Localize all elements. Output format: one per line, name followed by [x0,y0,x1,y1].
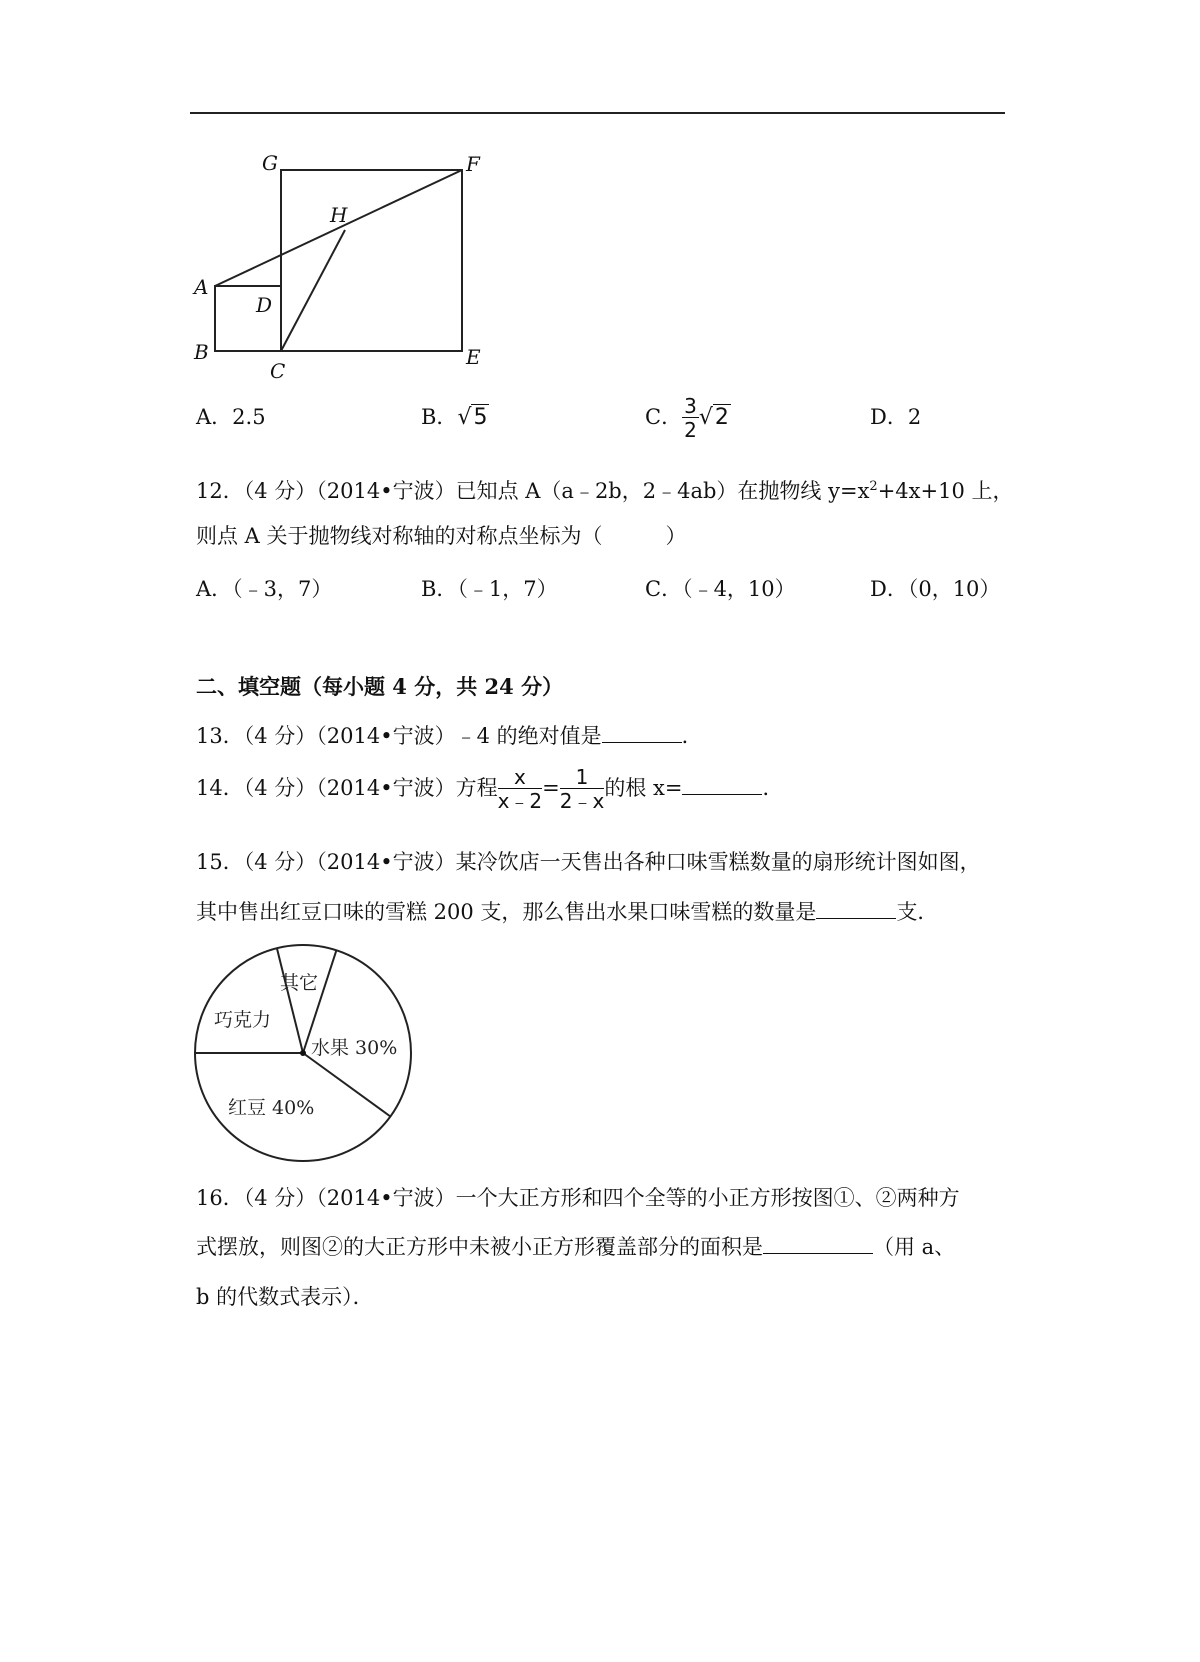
q16-line2-prefix: 式摆放，则图②的大正方形中未被小正方形覆盖部分的面积是 [196,1235,763,1259]
geometry-figure [180,150,500,390]
q11-option-b [421,403,489,432]
label-a: A [194,275,209,299]
q14-frac1-num: x [498,766,543,789]
label-g: G [262,151,278,175]
q13-suffix: ． [681,724,703,748]
q15-line1: 15．（4 分）（2014•宁波）某冷饮店一天售出各种口味雪糕数量的扇形统计图如图， [196,850,981,874]
q15-line2-prefix: 其中售出红豆口味的雪糕 200 支，那么售出水果口味雪糕的数量是 [196,900,817,924]
slice-label-other: 其它 [280,972,319,994]
q11-option-d [870,403,921,431]
label-h: H [330,203,348,227]
q11-option-b-sqrt: √5 [457,405,488,430]
pie-boundary-redbean-fruit [303,1053,390,1117]
q14-mid-text: 的根 x= [604,776,683,800]
q11-option-d-letter: D． [870,405,908,429]
q15-line2-suffix: 支． [896,900,939,924]
q12-line1 [196,473,1014,505]
slice-label-fruit: 水果 30% [311,1037,398,1059]
q11-option-a-value: 2.5 [232,405,266,429]
header-rule [190,112,1005,114]
q14-suffix: ． [762,776,784,800]
q11-option-a [196,403,266,431]
q14-equals: = [542,776,560,800]
q11-option-c [645,395,731,442]
pie-boundary-other-chocolate [277,948,303,1053]
q15-answer-blank[interactable] [816,898,896,919]
q16-line2 [196,1233,955,1261]
q13-text: 13．（4 分）（2014•宁波）﹣4 的绝对值是 [196,724,602,748]
q11-option-c-sqrt: √2 [698,405,729,430]
q14-frac2-den: 2﹣x [559,789,605,813]
q11-option-a-letter: A． [196,405,233,429]
q11-option-c-num: 3 [684,394,697,418]
label-c: C [270,359,286,383]
q13-answer-blank[interactable] [602,722,682,743]
q11-option-d-value: 2 [907,405,922,429]
pie-center-dot [300,1050,306,1056]
q14-text: 14．（4 分）（2014•宁波）方程 [196,776,498,800]
q12-line1-suffix: +4x+10 上， [877,479,1014,503]
label-e: E [466,345,481,369]
q14-frac1-den: x﹣2 [497,789,543,813]
q11-option-b-radicand: 5 [473,405,488,430]
square-cefg [281,170,462,351]
q14-answer-blank[interactable] [682,774,762,795]
q11-option-c-den: 2 [684,418,697,442]
q12-line1-prefix: 12．（4 分）（2014•宁波）已知点 A（a﹣2b，2﹣4ab）在抛物线 y=x [196,479,870,503]
q12-exponent: 2 [869,479,878,494]
label-b: B [194,340,209,364]
q14-fraction-2 [560,766,605,813]
q12-option-b: B．（﹣1，7） [421,577,558,601]
section-title: 二、填空题（每小题 4 分，共 24 分） [196,674,564,699]
label-f: F [466,152,480,176]
q16-answer-blank[interactable] [763,1233,873,1254]
q16-line3: b 的代数式表示）． [196,1285,374,1309]
q12-option-d: D．（0，10） [870,577,1001,601]
q14 [196,766,783,813]
q12-option-a: A．（﹣3，7） [196,577,333,601]
q11-option-b-letter: B． [421,405,458,429]
q13 [196,722,703,750]
slice-label-chocolate: 巧克力 [214,1009,272,1031]
q11-option-c-letter: C． [645,405,683,429]
q11-option-c-fraction [682,395,699,442]
q12-option-c: C．（﹣4，10） [645,577,796,601]
segment-af [215,170,462,286]
q12-line2: 则点 A 关于抛物线对称轴的对称点坐标为（ ） [196,524,687,548]
q16-line1: 16．（4 分）（2014•宁波）一个大正方形和四个全等的小正方形按图①、②两种方 [196,1186,960,1210]
pie-chart [188,938,418,1168]
q11-option-c-radicand: 2 [714,405,729,430]
q14-fraction-1 [498,766,543,813]
q15-line2 [196,898,938,926]
q14-frac2-num: 1 [560,766,605,789]
segment-ch [281,230,345,351]
label-d: D [256,293,273,317]
slice-label-redbean: 红豆 40% [228,1097,315,1119]
q16-line2-suffix: （用 a、 [873,1235,956,1259]
